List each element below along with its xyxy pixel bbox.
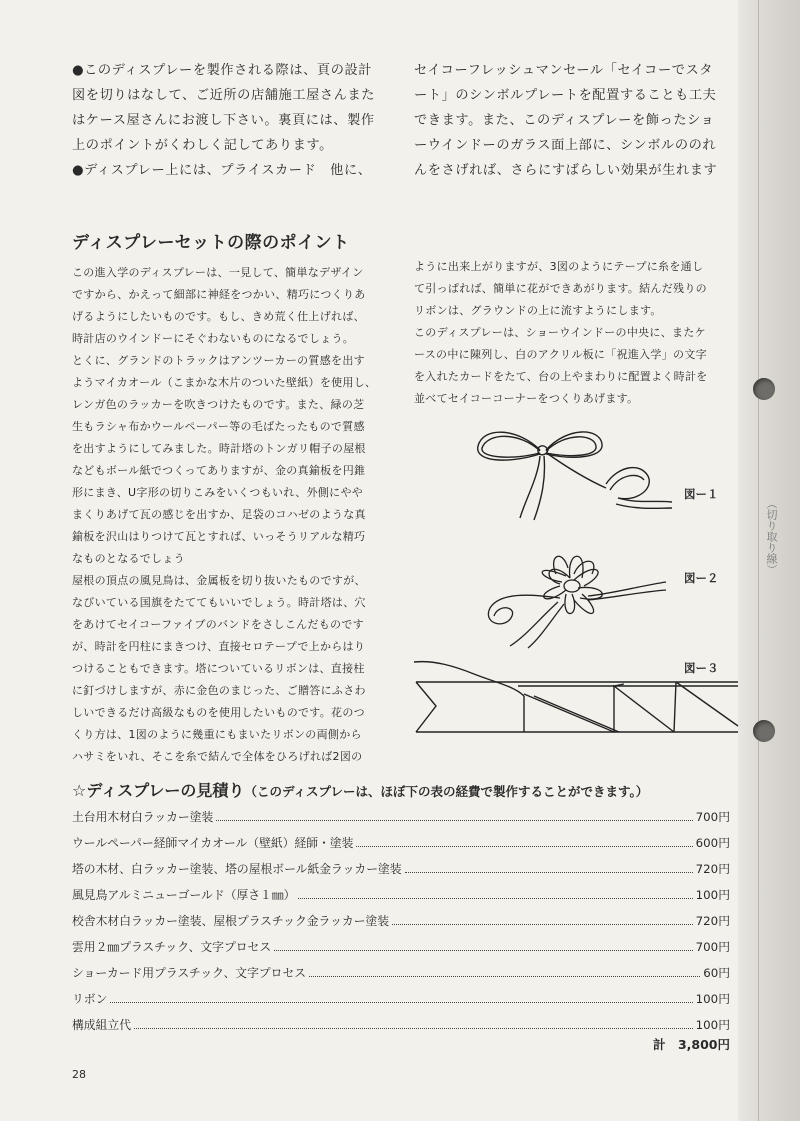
body-line: をあけてセイコーファイブのバンドをさしこんだものです xyxy=(72,618,364,631)
body-line: なものとなるでしょう xyxy=(72,552,185,565)
cost-item-price: 720円 xyxy=(695,914,730,928)
leader-dots xyxy=(134,1028,693,1029)
page-number: 28 xyxy=(72,1068,86,1081)
cost-row xyxy=(72,912,730,938)
intro-line: ●ディスプレー上には、プライスカード 他に、 xyxy=(72,163,372,178)
body-line: げるようにしたいものです。もし、きめ荒く仕上げれば、 xyxy=(72,310,365,323)
body-line: が、時計を円柱にまきつけ、直接セロテープで上からはり xyxy=(72,640,366,653)
leader-dots xyxy=(216,820,692,821)
cost-row xyxy=(72,938,730,964)
intro-line: ーウインドーのガラス面上部に、シンボルののれ xyxy=(414,138,717,153)
intro-line: 上のポイントがくわしく記してあります。 xyxy=(72,138,333,153)
leader-dots xyxy=(392,924,693,925)
body-line: などもボール紙でつくってありますが、金の真鍮板を円錐 xyxy=(72,464,366,477)
intro-line: 図を切りはなして、ご近所の店舗施工屋さんまた xyxy=(72,88,376,103)
cost-item-price: 100円 xyxy=(695,1018,730,1032)
figure-2-label: 図ー２ xyxy=(684,571,719,585)
binder-hole-bottom xyxy=(753,720,775,742)
cost-item-price: 100円 xyxy=(695,888,730,902)
leader-dots xyxy=(274,950,693,951)
intro-right-column xyxy=(414,58,734,183)
body-line: つけることもできます。塔についているリボンは、直接柱 xyxy=(72,662,365,675)
estimate-title xyxy=(72,778,648,801)
body-line: 鍮板を沢山はりつけて瓦とすれば、いっそうリアルな精巧 xyxy=(72,530,366,543)
body-line: に釘づけしますが、赤に金色のまじった、ご贈答にふさわ xyxy=(72,684,366,697)
cost-item-price: 700円 xyxy=(695,940,730,954)
body-right-column xyxy=(414,256,739,410)
body-line: レンガ色のラッカーを吹きつけたものです。また、緑の芝 xyxy=(72,398,365,411)
body-line: ハサミをいれ、そこを糸で結んで全体をひろげれば2図の xyxy=(72,750,363,763)
cost-item-name: ショーカード用プラスチック、文字プロセス xyxy=(72,966,307,980)
intro-line: できます。また、このディスプレーを飾ったショ xyxy=(414,113,715,128)
section-title: ディスプレーセットの際のポイント xyxy=(72,233,350,253)
cost-item-price: 600円 xyxy=(695,836,730,850)
cost-item-price: 100円 xyxy=(695,992,730,1006)
body-line: この進入学のディスプレーは、一見して、簡単なデザイン xyxy=(72,266,364,279)
body-line: 屋根の頂点の風見鳥は、金属板を切り抜いたものですが、 xyxy=(72,574,366,587)
cost-item-name: 土台用木材白ラッカー塗装 xyxy=(72,810,214,824)
cost-list xyxy=(72,808,730,1042)
body-line: なびいている国旗をたててもいいでしょう。時計塔は、穴 xyxy=(72,596,366,609)
cost-item-name: 構成組立代 xyxy=(72,1018,131,1032)
binder-hole-top xyxy=(753,378,775,400)
body-line: リボンは、グラウンドの上に流すようにします。 xyxy=(414,304,662,317)
figure-1-label: 図ー１ xyxy=(684,487,719,501)
body-line: しいできるだけ高級なものを使用したいものです。花のつ xyxy=(72,706,365,719)
cost-row xyxy=(72,808,730,834)
cost-item-price: 700円 xyxy=(695,810,730,824)
intro-left-column xyxy=(72,58,402,183)
cost-row xyxy=(72,964,730,990)
cost-row xyxy=(72,990,730,1016)
cost-item-name: ウールペーパー経師マイカオール（壁紙）経師・塗装 xyxy=(72,836,354,850)
estimate-heading: ☆ディスプレーの見積り xyxy=(72,781,245,800)
leader-dots xyxy=(110,1002,692,1003)
leader-dots xyxy=(309,976,700,977)
body-line: 並べてセイコーコーナーをつくりあげます。 xyxy=(414,392,639,405)
body-line: くり方は、1図のように幾重にもまいたリボンの両側から xyxy=(72,728,362,741)
estimate-note: （このディスプレーは、ほぼ下の表の経費で製作することができます。） xyxy=(244,784,649,799)
cost-total: 計 3,800円 xyxy=(652,1037,730,1052)
body-line: を出すようにしてみました。時計塔のトンガリ帽子の屋根 xyxy=(72,442,366,455)
body-left-column xyxy=(72,262,402,768)
body-line: 形にまき、U字形の切りこみをいくつもいれ、外側にやや xyxy=(72,486,364,499)
cost-item-price: 720円 xyxy=(695,862,730,876)
ribbon-bow-figure xyxy=(468,418,678,526)
cost-row xyxy=(72,834,730,860)
intro-line: はケース屋さんにお渡し下さい。裏頁には、製作 xyxy=(72,113,375,128)
cut-line-note: （切り取り線） xyxy=(765,498,778,575)
body-line: ースの中に陳列し、白のアクリル板に「祝進入学」の文字 xyxy=(414,348,707,361)
cost-item-name: 塔の木材、白ラッカー塗装、塔の屋根ボール紙金ラッカー塗装 xyxy=(72,862,402,876)
body-line: まくりあげて瓦の感じを出すか、足袋のコハゼのような真 xyxy=(72,508,366,521)
cost-row xyxy=(72,886,730,912)
figure-3-label: 図ー３ xyxy=(684,661,719,675)
intro-line: ●このディスプレーを製作される際は、頁の設計 xyxy=(72,63,373,78)
page-edge-line xyxy=(758,0,759,1121)
leader-dots xyxy=(356,846,692,847)
intro-line: んをさげれば、さらにすばらしい効果が生れます xyxy=(414,163,718,178)
body-line: ようマイカオール（こまかな木片のついた壁紙）を使用し、 xyxy=(72,376,377,389)
leader-dots xyxy=(298,898,692,899)
intro-line: ート」のシンボルプレートを配置することも工夫 xyxy=(414,88,717,103)
body-line: 生もラシャ布かウールペーパー等の毛ばたったもので質感 xyxy=(72,420,365,433)
body-line: を入れたカードをたて、台の上やまわりに配置よく時計を xyxy=(414,370,708,383)
body-line: ように出来上がりますが、3図のようにテープに糸を通し xyxy=(414,260,704,273)
body-line: このディスプレーは、ショーウインドーの中央に、またケ xyxy=(414,326,706,339)
leader-dots xyxy=(405,872,693,873)
cost-item-name: 風見鳥アルミニューゴールド（厚さ１㎜） xyxy=(72,888,296,902)
cost-row xyxy=(72,860,730,886)
intro-line: セイコーフレッシュマンセール「セイコーでスタ xyxy=(414,63,714,78)
body-line: とくに、グランドのトラックはアンツーカーの質感を出す xyxy=(72,354,365,367)
ribbon-flower-figure xyxy=(470,538,670,650)
body-line: ですから、かえって細部に神経をつかい、精巧につくりあ xyxy=(72,288,366,301)
cost-item-name: 校舎木材白ラッカー塗装、屋根プラスチック金ラッカー塗装 xyxy=(72,914,390,928)
body-line: て引っぱれば、簡単に花ができあがります。結んだ残りの xyxy=(414,282,707,295)
cost-item-name: リボン xyxy=(72,992,108,1006)
body-line: 時計店のウインドーにそぐわないものになるでしょう。 xyxy=(72,332,355,345)
cost-item-name: 雲用２㎜プラスチック、文字プロセス xyxy=(72,940,272,954)
cost-item-price: 60円 xyxy=(703,966,730,980)
